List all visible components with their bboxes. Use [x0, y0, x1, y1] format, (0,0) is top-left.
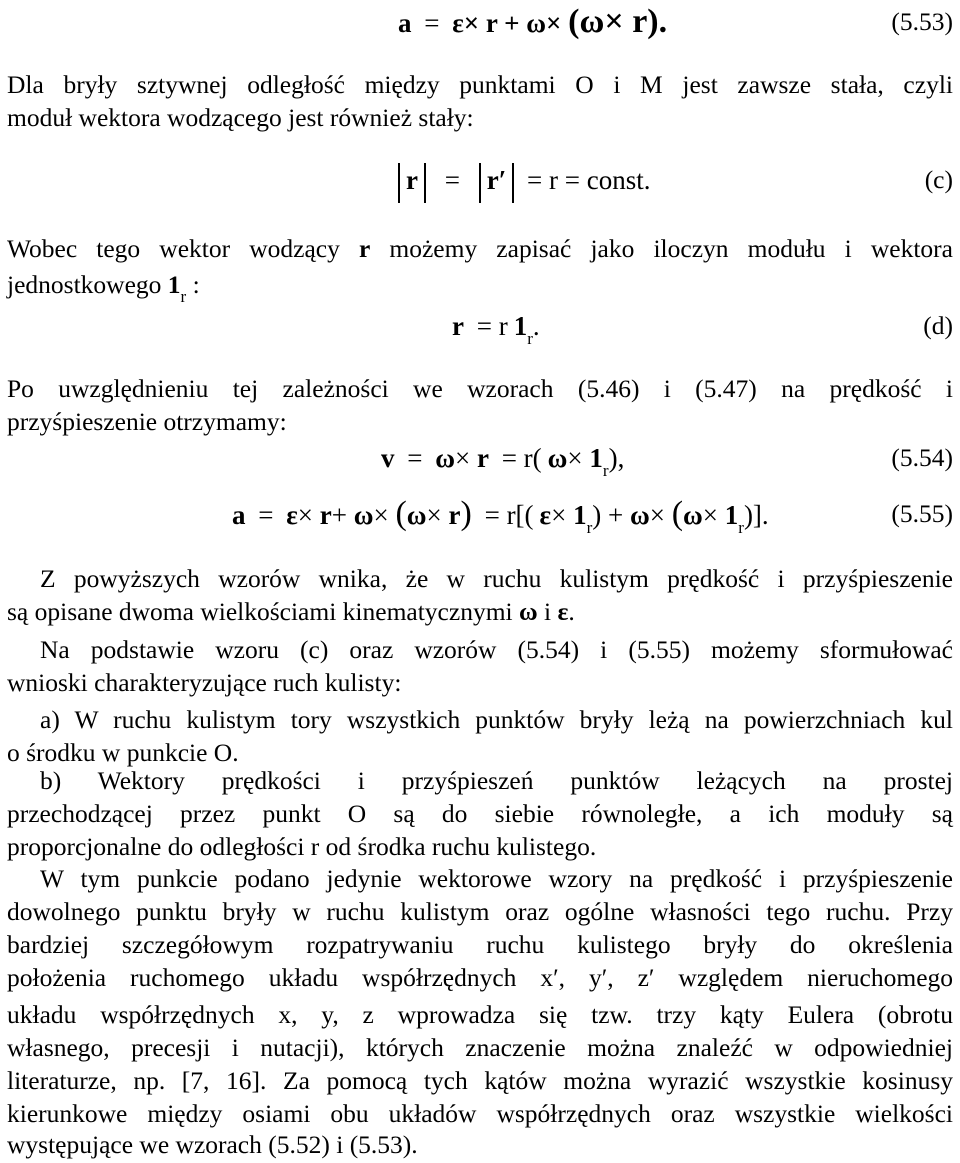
text-bold: ε: [557, 597, 569, 626]
subscript: r: [180, 287, 187, 306]
coordinates: x′, y′, z′: [540, 963, 655, 992]
abs-bar: [398, 163, 400, 203]
eq-operator: =: [407, 443, 423, 473]
text-line: Z powyższych wzorów wnika, że w ruchu kulistym prędkość i przyśpieszenie: [40, 564, 953, 593]
eq-term: ω: [435, 443, 455, 473]
text-span: możemy zapisać jako iloczyn modułu i wektora: [370, 234, 953, 263]
eq-term: r: [448, 500, 461, 530]
eq-term: 1: [724, 500, 739, 530]
text-span: .: [568, 597, 575, 626]
eq-term: ω: [547, 443, 568, 473]
eq-operator: ×: [702, 500, 719, 530]
text-bold: r: [358, 234, 371, 263]
equation-5-55: [232, 494, 769, 539]
text-line: [7, 232, 953, 266]
eq-term: )].: [743, 500, 769, 530]
eq-operator: ×: [551, 500, 567, 530]
eq-term: ),: [608, 443, 625, 473]
equation-c: [392, 160, 651, 203]
text-line: Na podstawie wzoru (c) oraz wzorów (5.54) i (5.55) możemy sformułować: [40, 635, 953, 664]
eq-paren: ): [460, 495, 472, 532]
text-span: :: [186, 270, 200, 299]
eq-term: r′: [486, 165, 507, 195]
eq-operator: ×: [373, 500, 389, 530]
list-item-line: proporcjonalne do odległości r od środka ruchu kulistego.: [7, 832, 597, 861]
eq-operator: ×: [567, 443, 583, 473]
text-line: [7, 595, 953, 629]
eq-term: r: [476, 443, 489, 473]
text-line: występujące we wzorach (5.52) i (5.53).: [7, 1130, 418, 1159]
list-item-line: o środku w punkcie O.: [7, 738, 239, 767]
eq-term: 1: [589, 443, 603, 473]
eq-symbol: a: [398, 8, 412, 38]
eq-operator: ×: [649, 500, 665, 530]
eq-term: .: [532, 311, 540, 341]
eq-operator: =: [424, 8, 440, 38]
eq-term: r: [452, 311, 464, 341]
eq-term: = r = const.: [527, 165, 651, 195]
eq-term: ε× r + ω×: [452, 8, 562, 38]
text-span: są opisane dwoma wielkościami kinematycznymi: [7, 597, 519, 626]
eq-term: v: [381, 443, 395, 473]
eq-term: ε: [286, 500, 298, 530]
list-item-line: przechodzącej przez punkt O są do siebie równoległe, a ich moduły są: [7, 799, 953, 828]
text-line: wnioski charakteryzujące ruch kulisty:: [7, 668, 402, 697]
eq-term: a: [232, 500, 246, 530]
eq-term: ω: [406, 500, 427, 530]
text-span: względem nieruchomego: [654, 963, 954, 992]
eq-operator: =: [258, 500, 274, 530]
text-span: i: [537, 597, 558, 626]
subscript: r: [527, 329, 533, 348]
text-line: bardziej szczegółowym rozpatrywaniu ruchu kulistego bryły do określenia: [7, 930, 953, 959]
text-span: Wobec tego wektor wodzący: [7, 234, 359, 263]
equation-5-54: [381, 438, 624, 482]
list-item-line: b) Wektory prędkości i przyśpieszeń punktów leżących na prostej: [40, 766, 953, 795]
text-line: Dla bryły sztywnej odległość między punktami O i M jest zawsze stała, czyli: [7, 70, 953, 99]
equation-number: (5.54): [891, 443, 953, 472]
subscript: r: [738, 518, 744, 537]
eq-term: (ω× r).: [568, 3, 668, 40]
equation-d: [452, 306, 540, 350]
eq-term: ω: [683, 500, 703, 530]
eq-operator: ×: [297, 500, 314, 530]
subscript: r: [586, 518, 593, 537]
text-line: kierunkowe między osiami obu układów współrzędnych oraz wszystkie wielkości: [7, 1099, 953, 1128]
text-line: moduł wektora wodzącego jest również stały:: [7, 103, 474, 132]
text-line: [7, 268, 953, 305]
eq-operator: = r[(: [484, 500, 534, 530]
eq-paren: (: [671, 495, 684, 532]
eq-paren: (: [395, 495, 407, 532]
eq-term: 1: [573, 500, 587, 530]
equation-number: (5.53): [891, 7, 953, 36]
text-line: przyśpieszenie otrzymamy:: [7, 407, 287, 436]
eq-operator: ×: [426, 500, 442, 530]
text-line: Po uwzględnieniu tej zależności we wzorach (5.46) i (5.47) na prędkość i: [7, 374, 953, 403]
text-line: W tym punkcie podano jedynie wektorowe wzory na prędkość i przyśpieszenie: [40, 864, 953, 893]
eq-operator: +: [331, 500, 347, 530]
eq-term: ω: [629, 500, 650, 530]
equation-number: (c): [924, 165, 953, 194]
eq-term: 1: [513, 311, 528, 341]
text-line: dowolnego punktu bryły w ruchu kulistym oraz ogólne własności tego ruchu. Przy: [7, 897, 953, 926]
text-line: [7, 961, 953, 995]
text-line: własnego, precesji i nutacji), których znaczenie można znaleźć w odpowiedniej: [7, 1033, 953, 1062]
subscript: r: [602, 461, 609, 480]
text-line: układu współrzędnych x, y, z wprowadza się tzw. trzy kąty Eulera (obrotu: [7, 1000, 953, 1029]
eq-operator: =: [444, 165, 460, 195]
equation-number: (5.55): [891, 499, 953, 528]
abs-bar: [424, 163, 426, 203]
abs-bar: [479, 163, 481, 203]
text-bold: 1: [167, 270, 181, 299]
list-item-line: a) W ruchu kulistym tory wszystkich punktów bryły leżą na powierzchniach kul: [40, 705, 953, 734]
eq-term: ω: [353, 500, 374, 530]
equation-number: (d): [923, 311, 953, 340]
eq-term: ε: [539, 500, 552, 530]
equation-5-53: [398, 2, 667, 43]
eq-operator: = r: [476, 311, 508, 341]
eq-operator: = r(: [501, 443, 542, 473]
text-bold: ω: [519, 597, 538, 626]
eq-term: r: [319, 500, 332, 530]
text-span: jednostkowego: [7, 270, 168, 299]
text-line: literaturze, np. [7, 16]. Za pomocą tych kątów można wyrazić wszystkie kosinusy: [7, 1066, 953, 1095]
eq-term: ) +: [592, 500, 624, 530]
text-span: położenia ruchomego układu współrzędnych: [7, 963, 541, 992]
eq-term: r: [406, 165, 418, 195]
eq-operator: ×: [454, 443, 471, 473]
abs-bar: [512, 163, 514, 203]
